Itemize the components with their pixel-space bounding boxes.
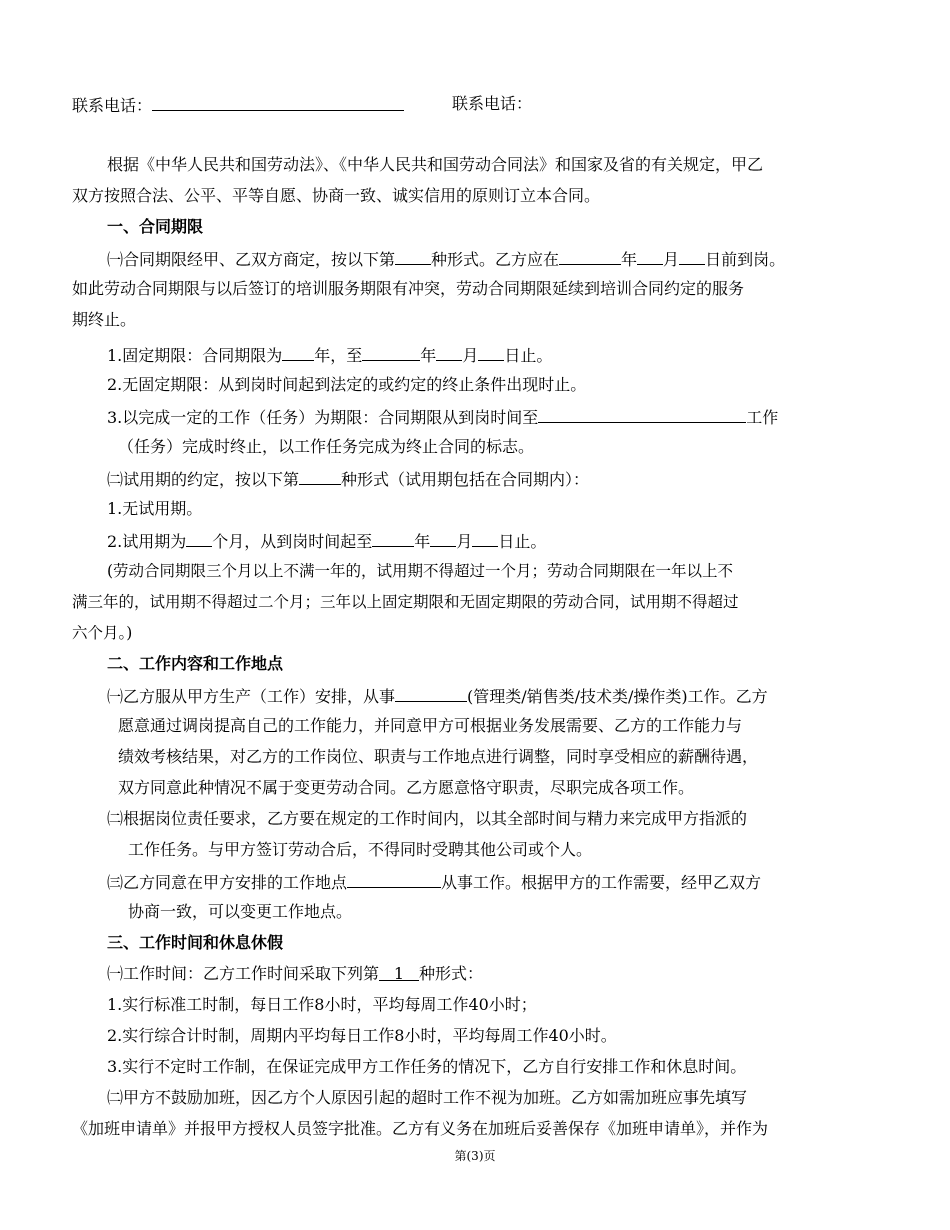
probation-form-blank bbox=[299, 467, 341, 485]
s1-i1-text-c: 年 bbox=[420, 346, 437, 365]
years-blank bbox=[282, 343, 314, 361]
s1-para1-line2: 如此劳动合同期限与以后签订的培训服务期限有冲突，劳动合同期限延续到培训合同约定的服务 bbox=[72, 279, 745, 298]
s1-p2-text-b: 种形式（试用期包括在合同期内）： bbox=[341, 470, 590, 489]
s1-note-line1: (劳动合同期限三个月以上不满一年的，试用期不得超过一个月；劳动合同期限在一年以上不 bbox=[107, 562, 734, 580]
s1-i1-text-a: 1.固定期限：合同期限为 bbox=[107, 346, 283, 365]
year-blank bbox=[559, 247, 621, 265]
s2-p1-text-b: (管理类/销售类/技术类/操作类)工作。乙方 bbox=[467, 687, 768, 706]
s1-i3-text-b: 工作 bbox=[746, 408, 779, 427]
section-1-heading: 一、合同期限 bbox=[107, 217, 204, 236]
s1-note-line3: 六个月。) bbox=[72, 624, 133, 642]
page-number: 第(3)页 bbox=[454, 1149, 496, 1163]
s1-t2-text-a: 2.试用期为 bbox=[107, 532, 187, 551]
s2-p1-text-a: ㈠乙方服从甲方生产（工作）安排，从事 bbox=[107, 687, 396, 706]
s1-para1-line1 bbox=[107, 247, 785, 271]
s1-note-line2: 满三年的，试用期不得超过二个月；三年以上固定期限和无固定期限的劳动合同，试用期不得超过 bbox=[72, 593, 739, 611]
s2-para2-line2: 工作任务。与甲方签订劳动合后，不得同时受聘其他公司或个人。 bbox=[128, 840, 593, 859]
s1-item1 bbox=[107, 343, 552, 367]
intro-line-1: 根据《中华人民共和国劳动法》、《中华人民共和国劳动合同法》和国家及省的有关规定，甲乙 bbox=[107, 155, 764, 174]
s3-para2-line2: 《加班申请单》并报甲方授权人员签字批准。乙方有义务在加班后妥善保存《加班申请单》，并作为 bbox=[72, 1119, 769, 1138]
s1-para2 bbox=[107, 467, 589, 491]
s1-i1-text-b: 年，至 bbox=[314, 346, 363, 365]
s1-p1-text-d: 月 bbox=[663, 250, 680, 269]
section-3-heading: 三、工作时间和休息休假 bbox=[107, 933, 284, 952]
end-month-blank bbox=[436, 343, 462, 361]
contact-label-left: 联系电话： bbox=[72, 96, 153, 115]
contact-label-right: 联系电话： bbox=[452, 94, 533, 113]
s1-p2-text-a: ㈡试用期的约定，按以下第 bbox=[107, 470, 300, 489]
form-number-blank bbox=[395, 247, 431, 265]
job-type-blank bbox=[395, 684, 467, 702]
s1-para1-line3: 期终止。 bbox=[72, 310, 137, 329]
s3-para1 bbox=[107, 963, 483, 985]
s2-para1-line3: 绩效考核结果，对乙方的工作岗位、职责与工作地点进行调整，同时享受相应的薪酬待遇， bbox=[118, 747, 759, 766]
s1-p1-text-b: 种形式。乙方应在 bbox=[431, 250, 560, 269]
s1-p1-text-e: 日前到岗。 bbox=[705, 250, 786, 269]
s2-para3-line2: 协商一致，可以变更工作地点。 bbox=[128, 902, 353, 921]
s2-para1-line1 bbox=[107, 684, 768, 708]
contact-line bbox=[72, 93, 404, 117]
s2-para1-line2: 愿意通过调岗提高自己的工作能力，并同意甲方可根据业务发展需要、乙方的工作能力与 bbox=[118, 716, 743, 735]
s3-item2: 2.实行综合计时制，周期内平均每日工作8小时，平均每周工作40小时。 bbox=[107, 1026, 617, 1045]
s2-para3-line1 bbox=[107, 870, 761, 894]
s1-t2-text-e: 日止。 bbox=[498, 532, 547, 551]
s3-p1-text-a: ㈠工作时间：乙方工作时间采取下列第 bbox=[107, 964, 380, 983]
s1-t2-text-b: 个月，从到岗时间起至 bbox=[212, 532, 373, 551]
s1-item3-line2: （任务）完成时终止，以工作任务完成为终止合同的标志。 bbox=[118, 437, 535, 456]
s1-t2-text-c: 年 bbox=[414, 532, 431, 551]
work-place-blank bbox=[347, 870, 441, 888]
month-blank bbox=[637, 247, 663, 265]
end-day-blank bbox=[478, 343, 504, 361]
s3-para2-line1: ㈡甲方不鼓励加班，因乙方个人原因引起的超时工作不视为加班。乙方如需加班应事先填写 bbox=[107, 1088, 748, 1107]
section-2-heading: 二、工作内容和工作地点 bbox=[107, 654, 284, 673]
probation-months-blank bbox=[186, 529, 212, 547]
s1-i1-text-d: 月 bbox=[462, 346, 479, 365]
s1-p1-text-c: 年 bbox=[621, 250, 638, 269]
s2-para2-line1: ㈡根据岗位责任要求，乙方要在规定的工作时间内，以其全部时间与精力来完成甲方指派的 bbox=[107, 809, 748, 828]
probation-day-blank bbox=[472, 529, 498, 547]
s1-p1-text-a: ㈠合同期限经甲、乙双方商定，按以下第 bbox=[107, 250, 396, 269]
s2-para1-line4: 双方同意此种情况不属于变更劳动合同。乙方愿意恪守职责，尽职完成各项工作。 bbox=[118, 778, 695, 797]
s3-item3: 3.实行不定时工作制，在保证完成甲方工作任务的情况下，乙方自行安排工作和休息时间。 bbox=[107, 1057, 747, 1076]
probation-month-blank bbox=[430, 529, 456, 547]
s1-probation-item2 bbox=[107, 529, 546, 553]
intro-line-2: 双方按照合法、公平、平等自愿、协商一致、诚实信用的原则订立本合同。 bbox=[72, 186, 601, 205]
s2-p3-text-b: 从事工作。根据甲方的工作需要，经甲乙双方 bbox=[441, 873, 762, 892]
s1-i1-text-e: 日止。 bbox=[504, 346, 553, 365]
s3-p1-text-b: 种形式： bbox=[419, 964, 484, 983]
work-time-form-value: 1 bbox=[379, 963, 419, 981]
phone-blank-left bbox=[152, 93, 404, 111]
task-blank bbox=[538, 405, 746, 423]
s3-item1: 1.实行标准工时制，每日工作8小时，平均每周工作40小时； bbox=[107, 995, 537, 1014]
s1-i3-text-a: 3.以完成一定的工作（任务）为期限：合同期限从到岗时间至 bbox=[107, 408, 539, 427]
end-year-blank bbox=[362, 343, 420, 361]
s1-item2: 2.无固定期限：从到岗时间起到法定的或约定的终止条件出现时止。 bbox=[107, 375, 587, 394]
s2-p3-text-a: ㈢乙方同意在甲方安排的工作地点 bbox=[107, 873, 348, 892]
s1-probation-item1: 1.无试用期。 bbox=[107, 499, 203, 518]
s1-item3-line1 bbox=[107, 405, 778, 429]
s1-t2-text-d: 月 bbox=[456, 532, 473, 551]
day-blank bbox=[679, 247, 705, 265]
probation-year-blank bbox=[372, 529, 414, 547]
